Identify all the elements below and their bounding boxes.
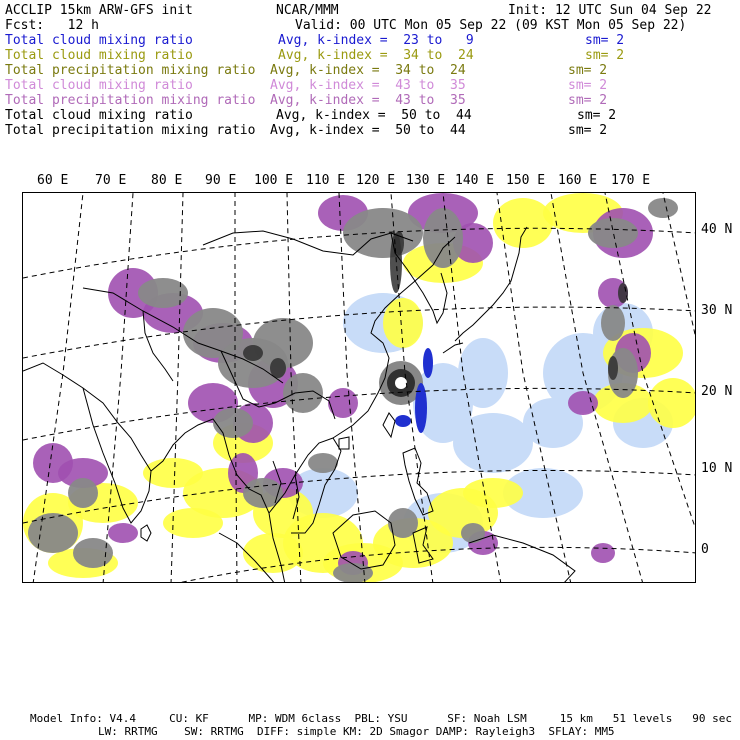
longitude-label: 90 E [205,173,237,188]
legend-smoothing: sm= 2 [568,63,608,78]
longitude-label: 120 E [356,173,396,188]
legend-smoothing: sm= 2 [585,48,625,63]
longitude-label: 70 E [95,173,127,188]
legend-field-name: Total cloud mixing ratio [5,48,193,63]
longitude-label: 140 E [455,173,495,188]
legend-field-name: Total cloud mixing ratio [5,108,193,123]
longitude-label: 110 E [306,173,346,188]
legend-field-name: Total precipitation mixing ratio [5,93,256,108]
longitude-label: 130 E [406,173,446,188]
legend-field-name: Total cloud mixing ratio [5,33,193,48]
legend-level-range: Avg, k-index = 43 to 35 [270,78,466,93]
latitude-label: 20 N [701,384,733,399]
map-canvas [23,193,696,583]
legend-level-range: Avg, k-index = 50 to 44 [270,123,466,138]
longitude-label: 150 E [506,173,546,188]
forecast-hour: Fcst: 12 h [5,18,99,33]
longitude-label: 80 E [151,173,183,188]
longitude-label: 100 E [254,173,294,188]
legend-field-name: Total precipitation mixing ratio [5,63,256,78]
latitude-label: 0 [701,542,709,557]
organization-label: NCAR/MMM [276,3,339,18]
legend-smoothing: sm= 2 [585,33,625,48]
legend-row [5,48,735,63]
latitude-label: 40 N [701,222,733,237]
valid-time: Valid: 00 UTC Mon 05 Sep 22 (09 KST Mon 05 Sep 22) [295,18,687,33]
map-title: ACCLIP 15km ARW-GFS init [5,3,193,18]
legend-level-range: Avg, k-index = 34 to 24 [278,48,474,63]
model-info: Model Info: V4.4 CU: KF MP: WDM 6class PBL: YSU SF: Noah LSM 15 km 51 levels 90 sec [30,712,732,725]
legend-smoothing: sm= 2 [568,78,608,93]
physics-info: LW: RRTMG SW: RRTMG DIFF: simple KM: 2D Smagor DAMP: Rayleigh3 SFLAY: MM5 [98,725,615,738]
latitude-label: 10 N [701,461,733,476]
longitude-label: 160 E [558,173,598,188]
latitude-label: 30 N [701,303,733,318]
legend-level-range: Avg, k-index = 43 to 35 [270,93,466,108]
legend-level-range: Avg, k-index = 34 to 24 [270,63,466,78]
legend-field-name: Total cloud mixing ratio [5,78,193,93]
legend-row [5,123,735,138]
legend-field-name: Total precipitation mixing ratio [5,123,256,138]
legend-row [5,108,735,123]
longitude-label: 60 E [37,173,69,188]
legend-row [5,63,735,78]
typhoon-system [379,348,433,433]
legend-smoothing: sm= 2 [577,108,617,123]
init-time: Init: 12 UTC Sun 04 Sep 22 [508,3,712,18]
legend-row [5,93,735,108]
legend-smoothing: sm= 2 [568,93,608,108]
legend-row [5,33,735,48]
legend-level-range: Avg, k-index = 23 to 9 [278,33,474,48]
weather-map [22,192,696,583]
legend-level-range: Avg, k-index = 50 to 44 [276,108,472,123]
legend-smoothing: sm= 2 [568,123,608,138]
legend-row [5,78,735,93]
longitude-label: 170 E [611,173,651,188]
